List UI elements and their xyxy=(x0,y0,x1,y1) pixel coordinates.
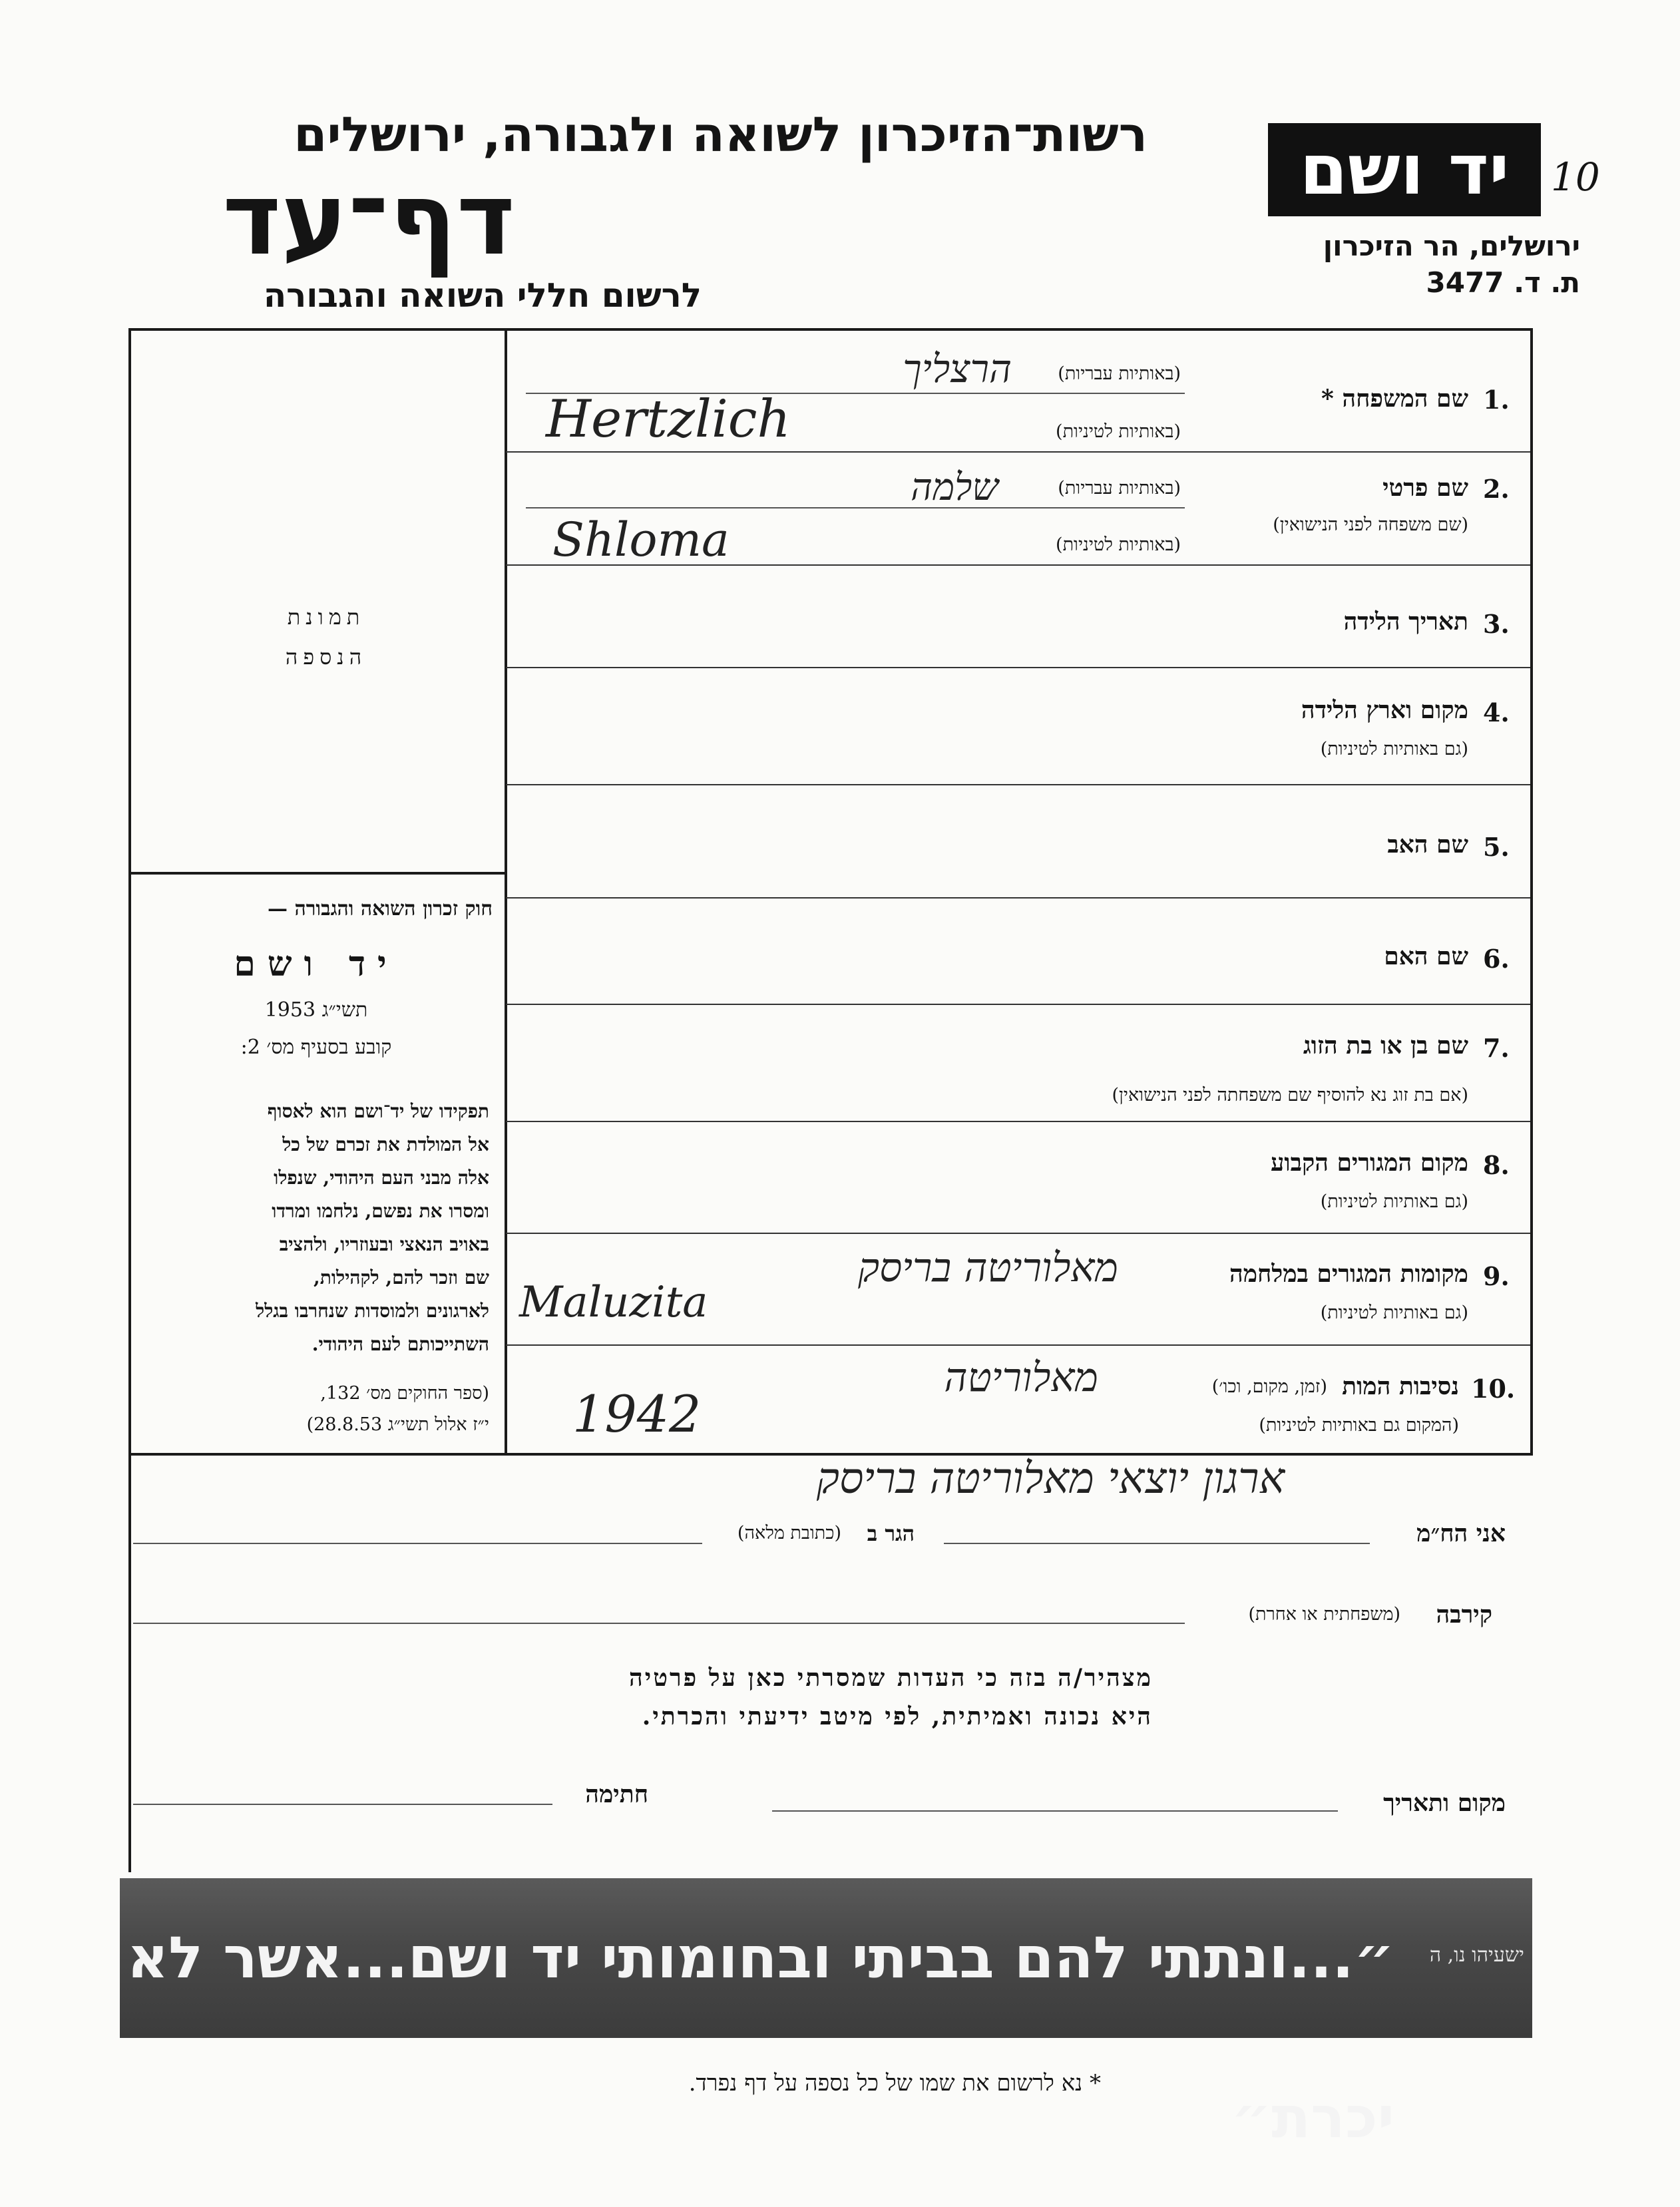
law-text-line: לארגונים ולמוסדות שנחרבו בגלל xyxy=(256,1300,489,1322)
field-1-number: 1. xyxy=(1483,385,1510,415)
declarant-label: אני הח״מ xyxy=(1416,1519,1506,1547)
statement-line2: היא נכונה ואמיתית, לפי מיטב ידיעתי והכרתי. xyxy=(642,1703,1153,1730)
logo-address-line1: ירושלים, הר הזיכרון xyxy=(1323,230,1580,262)
column-divider xyxy=(505,328,507,1453)
law-text-line: השתייכותם לעם היהודי. xyxy=(312,1333,489,1355)
banner-quote: ״...ונתתי להם בביתי ובחומותי יד ושם...אשר לא יכרת״ xyxy=(126,1925,1394,2151)
photo-caption-line1: תמונת xyxy=(287,604,365,630)
page-title: דף־עד xyxy=(222,162,515,278)
relation-hint: (משפחתית או אחרת) xyxy=(1248,1604,1400,1625)
law-title: חוק זכרון השואה והגבורה — xyxy=(268,897,493,920)
field-8-sub: (גם באותיות לטיניות) xyxy=(1320,1191,1468,1212)
law-text-line: תפקידו של יד־ושם הוא לאסוף xyxy=(267,1100,489,1122)
footnote: * נא לרשום את שמו של כל נספה על דף נפרד. xyxy=(688,2070,1101,2097)
signature-line[interactable] xyxy=(133,1804,552,1805)
field-4-sub: (גם באותיות לטיניות) xyxy=(1320,739,1468,759)
field-10-sub: (המקום גם באותיות לטיניות) xyxy=(1259,1415,1459,1436)
field-6-label: שם האם xyxy=(1384,942,1468,970)
field-9-label: מקומות המגורים במלחמה xyxy=(1229,1260,1468,1288)
field-7-label: שם בן או בת הזוג xyxy=(1303,1032,1468,1060)
row-separator xyxy=(506,784,1530,785)
law-text-line: אל המולדת את זכרם של כל xyxy=(282,1133,489,1155)
field-2-hebrew-value[interactable]: שלמה xyxy=(911,466,998,509)
field-1-label: שם המשפחה * xyxy=(1321,385,1468,413)
logo-address-line2: ת. ד. 3477 xyxy=(1426,266,1580,299)
frame-right-border xyxy=(1530,328,1533,1453)
authority-name: רשות־הזיכרון לשואה ולגבורה, ירושלים xyxy=(294,106,1148,162)
field-8-number: 8. xyxy=(1483,1150,1510,1180)
row-separator xyxy=(506,1233,1530,1234)
field-2-sub: (שם משפחה לפני הנישואין) xyxy=(1273,514,1468,535)
field-2-label: שם פרטי xyxy=(1382,474,1468,502)
declarant-name-line[interactable] xyxy=(944,1543,1370,1544)
law-text-line: באויב הנאצי ובעוזריו, ולהציב xyxy=(279,1233,489,1255)
field-10-label: נסיבות המות xyxy=(1342,1372,1459,1400)
relation-label: קירבה xyxy=(1436,1601,1492,1629)
field-1-latin-value[interactable]: Hertzlich xyxy=(546,389,791,449)
statement-line1: מצהיר/ה בזה כי העדות שמסרתי כאן על פרטיה xyxy=(629,1664,1153,1692)
field-10-label-hint: (זמן, מקום, וכו׳) xyxy=(1211,1376,1327,1397)
field-1-hint-latin: (באותיות לטיניות) xyxy=(1056,421,1181,442)
row-separator xyxy=(506,1344,1530,1346)
row-separator xyxy=(506,451,1530,453)
page-number: 10 xyxy=(1551,154,1600,200)
banner-reference: ישעיהו נו, ה xyxy=(1429,1943,1524,1967)
field-6-number: 6. xyxy=(1483,944,1510,974)
field-10-year-value[interactable]: 1942 xyxy=(572,1384,702,1444)
field-10-place-value[interactable]: מאלוריטה xyxy=(944,1354,1098,1401)
row-separator xyxy=(506,1121,1530,1122)
place-date-line[interactable] xyxy=(772,1810,1338,1812)
field-2-hint-latin: (באותיות לטיניות) xyxy=(1056,534,1181,555)
law-source-line2: י״ז אלול תשי״ג 28.8.53) xyxy=(306,1414,489,1435)
photo-caption-line2: הנספה xyxy=(285,644,367,670)
law-section: קובע בסעיף מס׳ 2: xyxy=(240,1036,392,1059)
frame-left-border xyxy=(128,328,131,1872)
yad-vashem-logo: יד ושם xyxy=(1299,129,1510,210)
field-2-number: 2. xyxy=(1483,474,1510,504)
field-7-number: 7. xyxy=(1483,1033,1510,1063)
signature-label: חתימה xyxy=(585,1780,648,1808)
law-year: תשי״ג 1953 xyxy=(264,998,368,1022)
field-4-number: 4. xyxy=(1483,698,1510,727)
resides-label: הגר ב xyxy=(867,1521,915,1546)
law-text-line: שם וזכר להם, לקהילות, xyxy=(314,1267,489,1289)
field-9-sub: (גם באותיות לטיניות) xyxy=(1320,1303,1468,1323)
field-2-latin-value[interactable]: Shloma xyxy=(552,512,730,567)
frame-top-border xyxy=(128,328,1533,331)
field-9-number: 9. xyxy=(1483,1261,1510,1291)
law-text-line: ומסרו את נפשם, נלחמו ומרדו xyxy=(272,1200,489,1222)
page-subtitle: לרשום חללי השואה והגבורה xyxy=(263,276,702,315)
row-separator xyxy=(506,1004,1530,1005)
field-7-sub: (אם בת זוג נא להוסיף שם משפחתה לפני הנישואין) xyxy=(1112,1085,1468,1105)
field-3-number: 3. xyxy=(1483,609,1510,639)
field-1-hint-hebrew: (באותיות עבריות) xyxy=(1058,363,1181,384)
field-9-latin-value[interactable]: Maluzita xyxy=(519,1278,708,1327)
field-5-label: שם האב xyxy=(1387,831,1468,859)
handwritten-address[interactable]: ארגון יוצאי מאלוריטה בריסק xyxy=(816,1454,1285,1504)
field-2-hint-hebrew: (באותיות עבריות) xyxy=(1058,478,1181,499)
law-text-line: אלה מבני העם היהודי, שנפלו xyxy=(274,1167,489,1189)
field-10-number: 10. xyxy=(1471,1374,1516,1404)
relation-line[interactable] xyxy=(133,1623,1185,1624)
field-9-hebrew-value[interactable]: מאלוריטה בריסק xyxy=(857,1245,1118,1291)
law-source-line1: (ספר החוקים מס׳ 132, xyxy=(320,1383,489,1404)
row-separator xyxy=(506,667,1530,668)
field-1-hebrew-value[interactable]: הרצליך xyxy=(903,346,1012,391)
field-3-label: תאריך הלידה xyxy=(1343,608,1468,636)
row-separator xyxy=(506,897,1530,899)
law-text xyxy=(143,1095,489,1361)
left-column-divider xyxy=(128,872,505,875)
field-8-label: מקום המגורים הקבוע xyxy=(1271,1149,1468,1177)
place-date-label: מקום ותאריך xyxy=(1383,1789,1506,1817)
law-name: יד ושם xyxy=(234,944,399,984)
field-5-number: 5. xyxy=(1483,832,1510,862)
field-4-label: מקום וארץ הלידה xyxy=(1301,696,1468,724)
address-hint: (כתובת מלאה) xyxy=(737,1523,841,1543)
address-line[interactable] xyxy=(133,1543,702,1544)
